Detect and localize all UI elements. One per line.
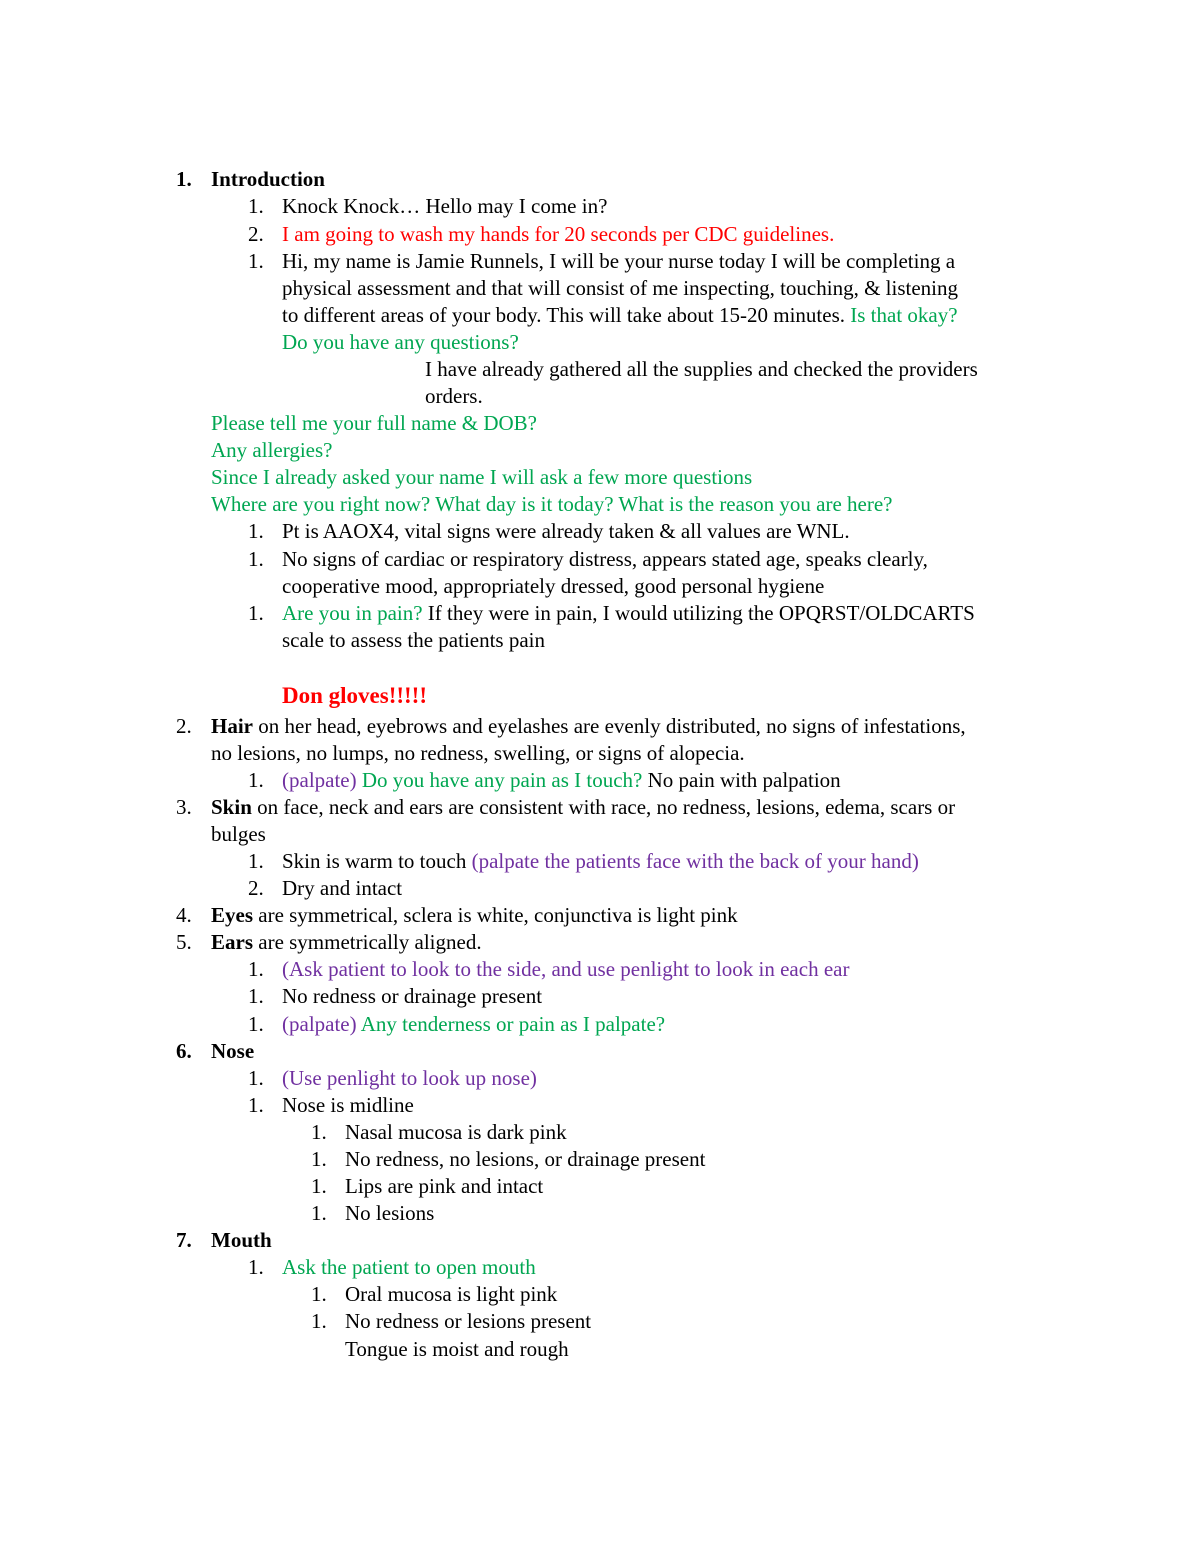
item-number: 1. [248,547,264,571]
list-item: Nasal mucosa is dark pink [345,1120,567,1144]
list-item-handwash: I am going to wash my hands for 20 seconds per CDC guidelines. [282,222,835,246]
item-number: 1. [311,1147,327,1171]
question-text: Any tenderness or pain as I palpate? [360,1012,666,1036]
list-item: No redness or lesions present [345,1309,592,1333]
list-item: Oral mucosa is light pink [345,1282,558,1306]
section-text: on her head, eyebrows and eyelashes are evenly distributed, no signs of infestations, [258,714,966,738]
instruction-text: (Use penlight to look up nose) [282,1066,537,1090]
intro-question: Do you have any questions? [282,330,519,354]
section-number: 7. [176,1228,192,1252]
instruction-text: (Ask patient to look to the side, and use penlight to look in each ear [282,957,850,981]
pain-question: Are you in pain? [282,601,423,625]
list-item: Nose is midline [282,1093,414,1117]
item-number: 1. [248,601,264,625]
item-number: 1. [311,1201,327,1225]
question-line: Where are you right now? What day is it today? What is the reason you are here? [211,492,893,516]
list-item [282,848,919,875]
list-item-pain [282,600,975,627]
section-number: 4. [176,903,192,927]
section-text: on face, neck and ears are consistent with race, no redness, lesions, edema, scars or [257,795,956,819]
question-line: Any allergies? [211,438,333,462]
section-title-eyes: Eyes [211,903,253,927]
section-number: 6. [176,1039,192,1063]
item-number: 1. [248,1066,264,1090]
item-number: 1. [248,1012,264,1036]
list-item-intro-line: Hi, my name is Jamie Runnels, I will be your nurse today I will be completing a [282,249,956,273]
supplies-note: I have already gathered all the supplies and checked the providers [425,357,978,381]
list-item-intro-line [282,302,958,329]
section-text: no lesions, no lumps, no redness, swelling, or signs of alopecia. [211,741,745,765]
question-text: Do you have any pain as I touch? [361,768,643,792]
item-number: 1. [248,768,264,792]
don-gloves-heading: Don gloves!!!!! [282,683,427,708]
instruction-text: (palpate) [282,1012,357,1036]
section-text: are symmetrically aligned. [258,930,482,954]
list-item-intro-line: physical assessment and that will consist of me inspecting, touching, & listening [282,276,958,300]
finding-text: Skin is warm to touch [282,849,467,873]
instruction-text: (palpate the patients face with the back of your hand) [471,849,919,873]
finding-text: No pain with palpation [647,768,841,792]
list-item-pain: scale to assess the patients pain [282,628,546,652]
section-hair [211,713,966,740]
question-line: Since I already asked your name I will ask a few more questions [211,465,753,489]
instruction-text: (palpate) [282,768,357,792]
list-item: No redness, no lesions, or drainage present [345,1147,706,1171]
section-skin [211,794,955,821]
list-item: No lesions [345,1201,435,1225]
list-item: Tongue is moist and rough [345,1337,569,1361]
item-number: 1. [311,1174,327,1198]
item-number: 1. [248,249,264,273]
section-number: 5. [176,930,192,954]
section-number: 2. [176,714,192,738]
section-ears [211,929,482,956]
section-title-hair: Hair [211,714,253,738]
supplies-note: orders. [425,384,483,408]
item-number: 1. [248,194,264,218]
item-number: 1. [248,957,264,981]
list-item-palpate [282,767,841,794]
section-number: 3. [176,795,192,819]
item-number: 1. [248,1255,264,1279]
question-line: Please tell me your full name & DOB? [211,411,538,435]
list-item: Lips are pink and intact [345,1174,544,1198]
list-item: No redness or drainage present [282,984,543,1008]
list-item: Pt is AAOX4, vital signs were already taken & all values are WNL. [282,519,850,543]
section-title-nose: Nose [211,1039,255,1063]
item-number: 1. [248,984,264,1008]
list-item-palpate [282,1011,665,1038]
list-item: Knock Knock… Hello may I come in? [282,194,608,218]
item-number: 2. [248,222,264,246]
section-title-ears: Ears [211,930,253,954]
item-number: 1. [248,519,264,543]
section-text: are symmetrical, sclera is white, conjunctiva is light pink [258,903,738,927]
question-text: Ask the patient to open mouth [282,1255,536,1279]
section-text: bulges [211,822,266,846]
list-item: cooperative mood, appropriately dressed, good personal hygiene [282,574,825,598]
section-title-introduction: Introduction [211,167,325,191]
list-item: Dry and intact [282,876,403,900]
intro-text: to different areas of your body. This will take about 15-20 minutes. [282,303,845,327]
section-title-mouth: Mouth [211,1228,272,1252]
list-item: No signs of cardiac or respiratory distress, appears stated age, speaks clearly, [282,547,928,571]
item-number: 1. [248,849,264,873]
item-number: 2. [248,876,264,900]
section-title-skin: Skin [211,795,252,819]
pain-text: If they were in pain, I would utilizing the OPQRST/OLDCARTS [427,601,975,625]
item-number: 1. [311,1120,327,1144]
section-eyes [211,902,738,929]
section-number: 1. [176,167,192,191]
item-number: 1. [311,1282,327,1306]
item-number: 1. [248,1093,264,1117]
item-number: 1. [311,1309,327,1333]
intro-question: Is that okay? [850,303,958,327]
